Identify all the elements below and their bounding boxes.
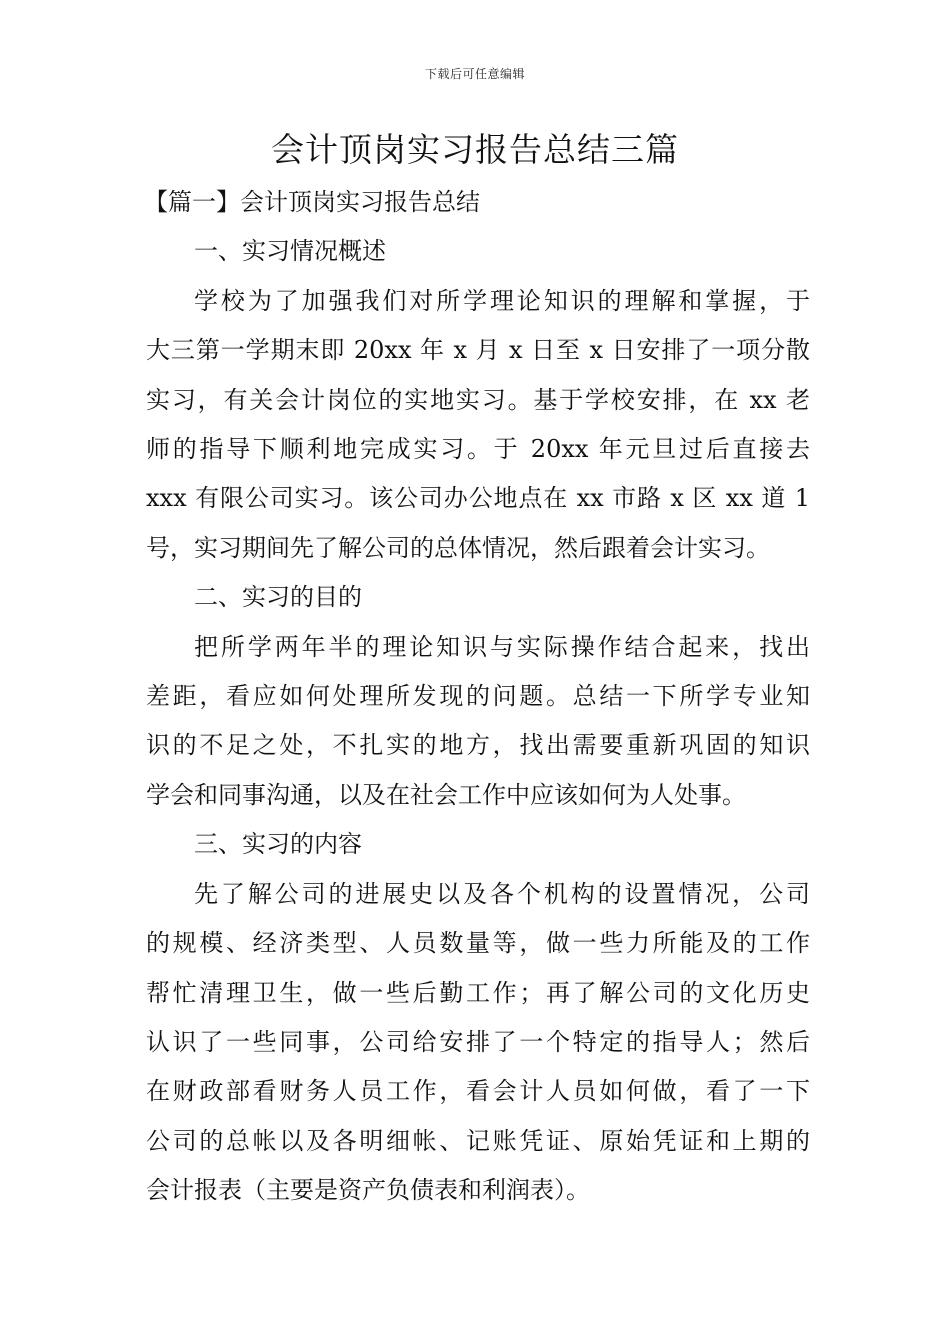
document-title: 会计顶岗实习报告总结三篇 [271, 130, 679, 169]
header-note: 下载后可任意编辑 [424, 67, 525, 81]
paragraph-line: 识的不足之处，不扎实的地方，找出需要重新巩固的知识 [146, 731, 810, 760]
paragraph-line: 会计报表（主要是资产负债表和利润表）。 [146, 1176, 590, 1205]
section-heading-1: 一、实习情况概述 [194, 237, 386, 266]
paragraph-line: 学会和同事沟通，以及在社会工作中应该如何为人处事。 [146, 780, 746, 809]
paragraph-line: 实习，有关会计岗位的实地实习。基于学校安排，在 xx 老 [146, 385, 810, 414]
paragraph-line: 先了解公司的进展史以及各个机构的设置情况，公司 [194, 879, 810, 908]
paragraph-line: 大三第一学期末即 20xx 年 x 月 x 日至 x 日安排了一项分散 [146, 336, 810, 365]
section-paragraph-1 [146, 277, 810, 573]
paragraph-line: 公司的总帐以及各明细帐、记账凭证、原始凭证和上期的 [146, 1126, 810, 1155]
part-heading: 【篇一】会计顶岗实习报告总结 [144, 188, 480, 216]
paragraph-line: 学校为了加强我们对所学理论知识的理解和掌握，于 [194, 286, 810, 315]
section-paragraph-3 [146, 870, 810, 1216]
section-heading-2: 二、实习的目的 [194, 583, 362, 612]
paragraph-line: 师的指导下顺利地完成实习。于 20xx 年元旦过后直接去 [146, 435, 810, 464]
section-paragraph-2 [146, 623, 810, 821]
paragraph-line: 的规模、经济类型、人员数量等，做一些力所能及的工作 [146, 929, 810, 958]
paragraph-line: 认识了一些同事，公司给安排了一个特定的指导人；然后 [146, 1027, 810, 1056]
paragraph-line: xxx 有限公司实习。该公司办公地点在 xx 市路 x 区 xx 道 1 [146, 484, 810, 513]
paragraph-line: 把所学两年半的理论知识与实际操作结合起来，找出 [194, 632, 810, 661]
paragraph-line: 号，实习期间先了解公司的总体情况，然后跟着会计实习。 [146, 533, 770, 562]
section-heading-3: 三、实习的内容 [194, 830, 362, 859]
paragraph-line: 帮忙清理卫生，做一些后勤工作；再了解公司的文化历史 [146, 978, 810, 1007]
paragraph-line: 差距，看应如何处理所发现的问题。总结一下所学专业知 [146, 682, 810, 711]
paragraph-line: 在财政部看财务人员工作，看会计人员如何做，看了一下 [146, 1077, 810, 1106]
document-body [146, 178, 810, 1216]
